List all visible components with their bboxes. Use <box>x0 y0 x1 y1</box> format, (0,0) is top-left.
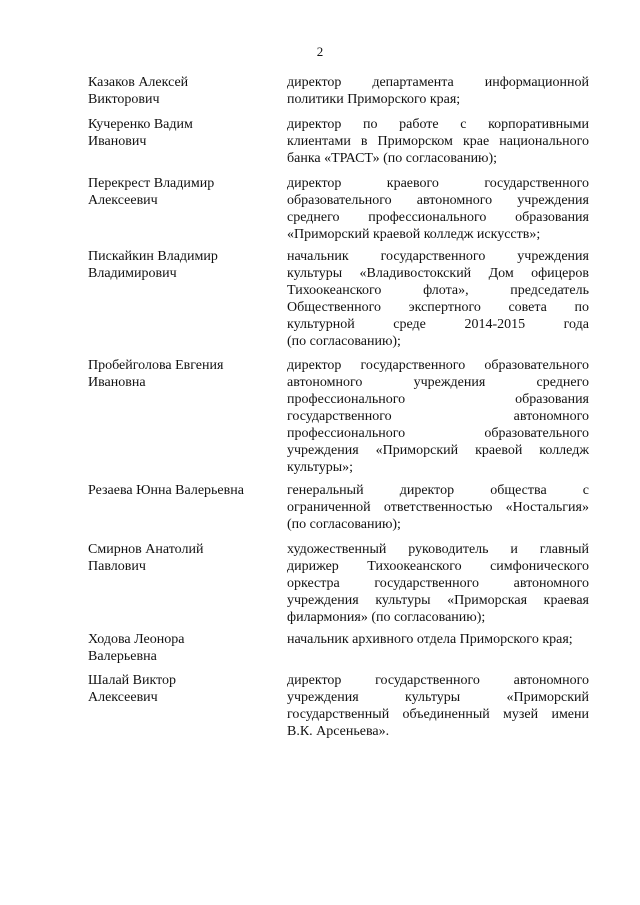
member-position-line: автономного учреждения среднего <box>287 375 589 390</box>
member-name <box>88 482 268 499</box>
member-position-line: В.К. Арсеньева». <box>287 724 390 739</box>
member-name-line: Казаков Алексей <box>88 75 189 90</box>
member-position-line: культуры «Владивостокский Дом офицеров <box>287 266 589 281</box>
member-position-line: политики Приморского края; <box>287 92 461 107</box>
member-name <box>88 357 268 391</box>
member-name <box>88 116 268 150</box>
member-position-line: среднего профессионального образования <box>287 210 589 225</box>
member-name-line: Алексеевич <box>88 690 158 705</box>
member-position-line: оркестра государственного автономного <box>287 576 589 591</box>
member-name-line: Пискайкин Владимир <box>88 249 218 264</box>
member-position-line: художественный руководитель и главный <box>287 542 589 557</box>
member-position-line: начальник государственного учреждения <box>287 249 589 264</box>
member-position-line: профессионального образовательного <box>287 426 589 441</box>
member-position <box>287 482 589 533</box>
member-name-line: Перекрест Владимир <box>88 176 215 191</box>
member-position-line: «Приморский краевой колледж искусств»; <box>287 227 541 242</box>
member-position <box>287 175 589 243</box>
member-position-line: (по согласованию); <box>287 334 401 349</box>
member-position-line: клиентами в Приморском крае национального <box>287 134 589 149</box>
member-position-line: учреждения культуры «Приморский <box>287 690 589 705</box>
member-name-line: Валерьевна <box>88 649 157 664</box>
member-position-line: учреждения культуры «Приморская краевая <box>287 593 589 608</box>
member-name-line: Резаева Юнна Валерьевна <box>88 483 244 498</box>
member-position-line: культуры»; <box>287 460 354 475</box>
member-position-line: директор государственного автономного <box>287 673 589 688</box>
member-position-line: ограниченной ответственностью «Ностальгия» <box>287 500 589 515</box>
member-name <box>88 175 268 209</box>
member-name <box>88 541 268 575</box>
member-position-line: культурной среде 2014-2015 года <box>287 317 589 332</box>
member-position-line: Общественного экспертного совета по <box>287 300 589 315</box>
member-position-line: начальник архивного отдела Приморского края; <box>287 632 573 647</box>
member-position-line: директор краевого государственного <box>287 176 589 191</box>
member-position-line: Тихоокеанского флота», председатель <box>287 283 589 298</box>
member-position <box>287 116 589 167</box>
member-position-line: директор по работе с корпоративными <box>287 117 589 132</box>
member-name-line: Кучеренко Вадим <box>88 117 193 132</box>
member-position-line: дирижер Тихоокеанского симфонического <box>287 559 589 574</box>
member-position-line: банка «ТРАСТ» (по согласованию); <box>287 151 498 166</box>
member-position <box>287 631 589 648</box>
member-name <box>88 672 268 706</box>
member-name-line: Ходова Леонора <box>88 632 185 647</box>
member-position-line: (по согласованию); <box>287 517 401 532</box>
member-name <box>88 74 268 108</box>
member-position <box>287 248 589 350</box>
member-name-line: Шалай Виктор <box>88 673 177 688</box>
member-position-line: образовательного автономного учреждения <box>287 193 589 208</box>
page-number: 2 <box>316 44 324 59</box>
member-position-line: профессионального образования <box>287 392 589 407</box>
member-name-line: Смирнов Анатолий <box>88 542 204 557</box>
member-name-line: Ивановна <box>88 375 146 390</box>
member-name <box>88 631 268 665</box>
member-position-line: государственного автономного <box>287 409 589 424</box>
member-name-line: Алексеевич <box>88 193 158 208</box>
member-name-line: Викторович <box>88 92 160 107</box>
member-position-line: учреждения «Приморский краевой колледж <box>287 443 589 458</box>
member-position <box>287 74 589 108</box>
member-name-line: Владимирович <box>88 266 177 281</box>
member-position-line: директор департамента информационной <box>287 75 589 90</box>
member-position <box>287 357 589 476</box>
member-position <box>287 541 589 626</box>
member-position-line: филармония» (по согласованию); <box>287 610 486 625</box>
member-position-line: государственный объединенный музей имени <box>287 707 589 722</box>
member-position-line: генеральный директор общества с <box>287 483 589 498</box>
member-name <box>88 248 268 282</box>
member-position <box>287 672 589 740</box>
member-name-line: Иванович <box>88 134 147 149</box>
member-name-line: Павлович <box>88 559 146 574</box>
member-position-line: директор государственного образовательного <box>287 358 589 373</box>
member-name-line: Пробейголова Евгения <box>88 358 224 373</box>
